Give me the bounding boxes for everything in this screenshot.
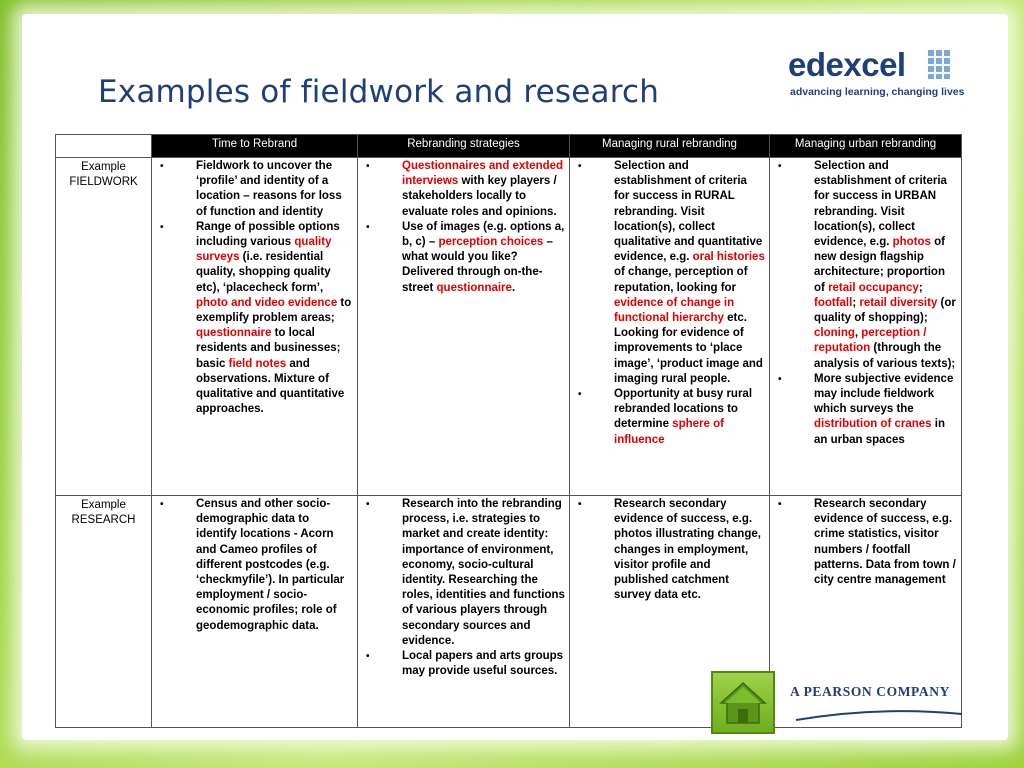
highlight-text: perception choices xyxy=(438,236,544,249)
bullet-icon: • xyxy=(366,499,370,510)
cell-research-time xyxy=(152,496,358,728)
table-row-fieldwork xyxy=(56,158,962,496)
body-text: , xyxy=(854,327,862,340)
logo-tagline: advancing learning, changing lives xyxy=(790,86,965,98)
highlight-text: retail occupancy xyxy=(828,281,919,294)
highlight-text: photo and video evidence xyxy=(196,296,338,309)
body-text: ; xyxy=(852,296,860,309)
highlight-text: perception / reputation xyxy=(814,327,927,355)
bullet-icon: • xyxy=(778,373,782,385)
bullet-list xyxy=(360,497,565,679)
bullet-list xyxy=(360,159,565,296)
row-label-fieldwork xyxy=(56,158,152,496)
highlight-text: retail diversity xyxy=(859,296,938,309)
row-label-line2: RESEARCH xyxy=(71,514,136,527)
cell-fieldwork-urban xyxy=(770,158,962,496)
highlight-text: questionnaire xyxy=(196,327,272,340)
cell-fieldwork-strategies xyxy=(358,158,570,496)
home-button[interactable] xyxy=(711,671,775,734)
body-text: to exemplify problem areas; xyxy=(196,296,352,325)
pearson-swoosh-icon xyxy=(794,706,964,726)
table-header-row xyxy=(56,135,962,158)
body-text: (or quality of shopping); xyxy=(814,296,956,325)
highlight-text: footfall xyxy=(814,296,853,309)
highlight-text: oral histories xyxy=(692,251,765,264)
body-text: Census and other socio-demographic data to identify locations - Acorn and Cameo profiles of different postcodes (e.g. ‘checkmyfile’). In particular employment / socio-economic profiles; role of geodemographic data. xyxy=(196,498,345,632)
body-text: Selection and establishment of criteria for success in RURAL rebranding. Visit location(s), collect qualitative and quantitative evidence, e.g. xyxy=(614,160,763,264)
bullet-icon: • xyxy=(366,651,370,663)
list-item xyxy=(772,159,957,372)
body-text: of new design flagship architecture; proportion of xyxy=(814,236,946,294)
body-text: Research secondary evidence of success, e.g. crime statistics, visitor numbers / footfall patterns. Data from town / city centre management xyxy=(814,498,956,587)
body-text: . xyxy=(511,281,516,294)
highlight-text: photos xyxy=(892,236,931,249)
list-item xyxy=(572,387,765,448)
edexcel-logo xyxy=(788,44,988,114)
header-time-to-rebrand: Time to Rebrand xyxy=(152,135,358,158)
bullet-list xyxy=(772,497,957,588)
list-item xyxy=(360,159,565,220)
body-text: ; xyxy=(918,281,923,294)
slide-title: Examples of fieldwork and research xyxy=(98,74,660,110)
bullet-list xyxy=(572,159,765,448)
bullet-icon: • xyxy=(778,161,782,172)
highlight-text: field notes xyxy=(228,357,287,370)
bullet-list xyxy=(154,159,353,417)
body-text: etc. Looking for evidence of improvements to ‘place image’, ‘product image and imaging rural people. xyxy=(614,312,763,385)
bullet-icon: • xyxy=(366,161,370,172)
pearson-logo xyxy=(788,684,968,732)
header-managing-urban: Managing urban rebranding xyxy=(770,135,962,158)
row-label-research xyxy=(56,496,152,728)
body-text: to local residents and businesses; basic xyxy=(196,327,341,370)
bullet-icon: • xyxy=(160,499,164,510)
bullet-icon: • xyxy=(160,221,164,233)
cell-fieldwork-time xyxy=(152,158,358,496)
body-text: – what would you like? Delivered through on-the-street xyxy=(402,236,553,294)
highlight-text: Questionnaires and extended interviews xyxy=(402,160,564,188)
cell-fieldwork-rural xyxy=(570,158,770,496)
bullet-list xyxy=(772,159,957,448)
list-item xyxy=(360,649,565,679)
body-text: with key players / stakeholders locally to evaluate roles and opinions. xyxy=(402,175,557,218)
header-managing-rural: Managing rural rebranding xyxy=(570,135,770,158)
list-item xyxy=(572,497,765,603)
bullet-list xyxy=(572,497,765,603)
body-text: Use of images (e.g. options a, b, c) – xyxy=(402,220,565,249)
bullet-icon: • xyxy=(578,389,582,401)
highlight-text: distribution of cranes xyxy=(814,418,932,431)
body-text: Local papers and arts groups may provide useful sources. xyxy=(402,650,564,678)
bullet-icon: • xyxy=(366,221,370,233)
list-item xyxy=(154,159,353,220)
bullet-icon: • xyxy=(160,161,164,172)
body-text: Research into the rebranding process, i.e. strategies to market and create identity: importance of environment, economy, socio-cultural identity. Researching the roles, identities and functions of various players through secondary sources and evidence. xyxy=(402,498,565,647)
list-item xyxy=(360,220,565,296)
body-text: of change, perception of reputation, looking for xyxy=(614,266,748,294)
bullet-icon: • xyxy=(578,499,582,510)
row-label-line2: FIELDWORK xyxy=(69,176,138,189)
bullet-icon: • xyxy=(578,161,582,172)
header-rebranding-strategies: Rebranding strategies xyxy=(358,135,570,158)
slide xyxy=(22,14,1008,740)
body-text: Selection and establishment of criteria for success in URBAN rebranding. Visit location(s), collect evidence, e.g. xyxy=(814,160,947,249)
logo-wordmark: edexcel xyxy=(788,46,906,83)
list-item xyxy=(772,372,957,448)
highlight-text: sphere of influence xyxy=(614,418,724,446)
row-label-line1: Example xyxy=(81,499,126,511)
list-item xyxy=(360,497,565,649)
highlight-text: questionnaire xyxy=(436,281,512,294)
cell-research-strategies xyxy=(358,496,570,728)
body-text: in an urban spaces xyxy=(814,418,945,446)
list-item xyxy=(572,159,765,387)
body-text: (through the analysis of various texts); xyxy=(814,342,956,370)
list-item xyxy=(772,497,957,588)
highlight-text: cloning xyxy=(814,327,855,340)
highlight-text: evidence of change in functional hierarchy xyxy=(614,296,735,325)
body-text: Range of possible options including various xyxy=(196,220,340,249)
body-text: and observations. Mixture of qualitative and quantitative approaches. xyxy=(196,357,345,416)
pearson-text: A PEARSON COMPANY xyxy=(790,684,950,699)
row-label-line1: Example xyxy=(81,161,126,173)
header-corner xyxy=(56,135,152,158)
home-icon xyxy=(713,673,773,732)
body-text: Opportunity at busy rural rebranded locations to determine xyxy=(614,388,753,431)
bullet-list xyxy=(154,497,353,634)
bullet-icon: • xyxy=(778,499,782,510)
comparison-table xyxy=(55,134,962,728)
highlight-text: quality surveys xyxy=(196,236,332,264)
body-text: More subjective evidence may include fieldwork which surveys the xyxy=(814,372,954,416)
body-text: Fieldwork to uncover the ‘profile’ and identity of a location – reasons for loss of function and identity xyxy=(196,160,342,218)
list-item xyxy=(154,497,353,634)
logo-grid-icon xyxy=(928,50,956,80)
body-text: Research secondary evidence of success, e.g. photos illustrating change, changes in employment, visitor profile and published catchment survey data etc. xyxy=(614,498,761,602)
body-text: (i.e. residential quality, shopping quality etc), ‘placecheck form’, xyxy=(196,251,331,294)
list-item xyxy=(154,220,353,418)
